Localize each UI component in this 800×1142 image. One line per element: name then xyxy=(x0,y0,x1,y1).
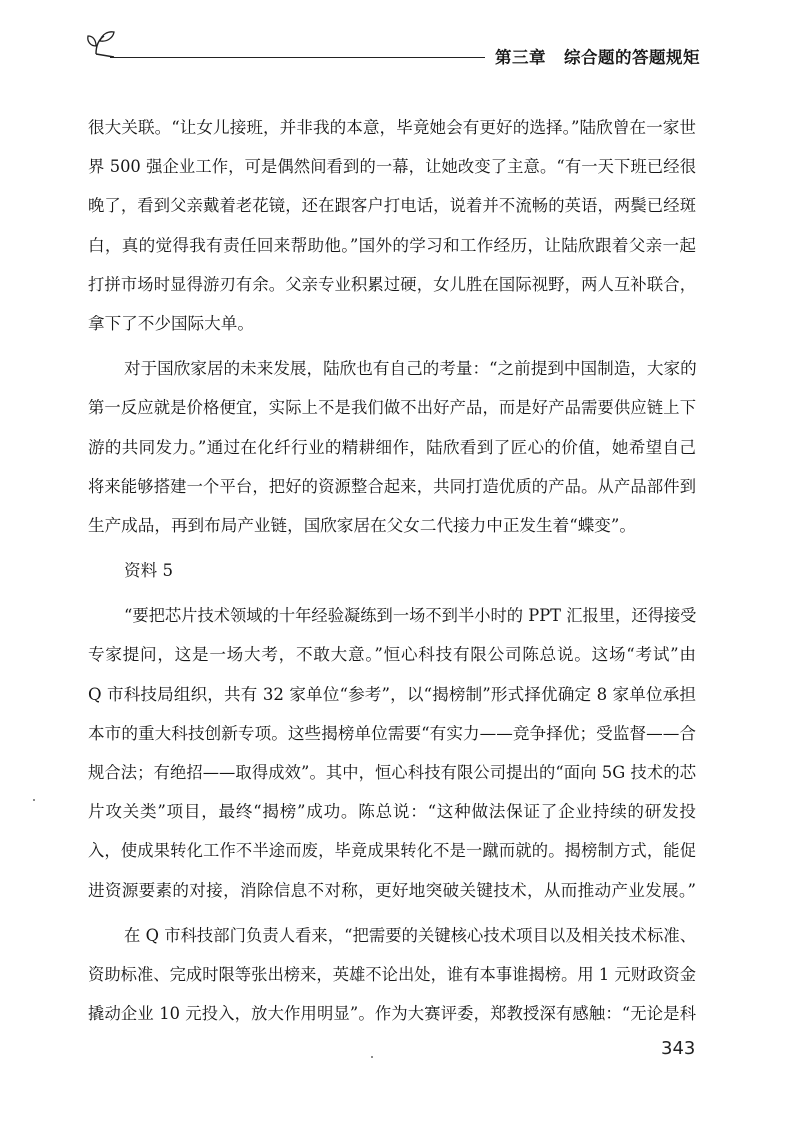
paragraph xyxy=(88,596,696,910)
header-rule xyxy=(110,57,485,58)
page-number: 343 xyxy=(661,1038,696,1059)
text-line: 规合法；有绝招——取得成效”。其中，恒心科技有限公司提出的“面向 5G 技术的芯 xyxy=(88,763,696,782)
text-line: 对于国欣家居的未来发展，陆欣也有自己的考量：“之前提到中国制造，大家的 xyxy=(124,359,697,379)
text-line: 在 Q 市科技部门负责人看来，“把需要的关键核心技术项目以及相关技术标准、 xyxy=(124,925,696,945)
sprout-leaf-icon xyxy=(86,28,120,58)
text-line: 入，使成果转化工作不半途而废，毕竟成果转化不是一蹴而就的。揭榜制方式，能促 xyxy=(88,841,696,861)
text-line: 本市的重大科技创新专项。这些揭榜单位需要“有实力——竞争择优；受监督——合 xyxy=(88,723,696,743)
text-line: 很大关联。“让女儿接班，并非我的本意，毕竟她会有更好的选择。”陆欣曾在一家世 xyxy=(88,118,696,137)
text-line: 白，真的觉得我有责任回来帮助他。”国外的学习和工作经历，让陆欣跟着父亲一起 xyxy=(88,235,696,255)
chapter-number: 第三章 xyxy=(495,48,546,67)
paragraph xyxy=(88,916,696,1034)
text-line: 界 500 强企业工作，可是偶然间看到的一幕，让她改变了主意。“有一天下班已经很 xyxy=(88,157,696,177)
scan-speck xyxy=(33,799,35,801)
text-line: 资料 5 xyxy=(124,561,174,581)
text-line: 撬动企业 10 元投入，放大作用明显”。作为大赛评委，郑教授深有感触：“无论是科 xyxy=(88,1004,696,1024)
text-line: 游的共同发力。”通过在化纤行业的精耕细作，陆欣看到了匠心的价值，她希望自己 xyxy=(88,437,696,457)
text-line: 专家提问，这是一场大考，不敢大意。”恒心科技有限公司陈总说。这场“考试”由 xyxy=(88,645,696,665)
text-line: 进资源要素的对接，消除信息不对称，更好地突破关键技术，从而推动产业发展。” xyxy=(88,880,696,900)
chapter-heading xyxy=(495,44,700,68)
text-line: 第一反应就是价格便宜，实际上不是我们做不出好产品，而是好产品需要供应链上下 xyxy=(88,398,696,418)
text-line: 晚了，看到父亲戴着老花镜，还在跟客户打电话，说着并不流畅的英语，两鬓已经斑 xyxy=(88,196,696,216)
paragraph xyxy=(88,349,696,545)
paragraph xyxy=(88,108,696,343)
scan-speck xyxy=(371,1056,373,1058)
text-line: 打拼市场时显得游刃有余。父亲专业积累过硬，女儿胜在国际视野，两人互补联合， xyxy=(88,274,696,294)
text-line: 片攻关类”项目，最终“揭榜”成功。陈总说：“这种做法保证了企业持续的研发投 xyxy=(88,802,696,822)
text-line: “要把芯片技术领域的十年经验凝练到一场不到半小时的 PPT 汇报里，还得接受 xyxy=(124,606,697,626)
text-line: 生产成品，再到布局产业链，国欣家居在父女二代接力中正发生着“蝶变”。 xyxy=(88,515,636,535)
page-header xyxy=(0,0,800,80)
body-text xyxy=(88,108,696,1033)
text-line: 将来能够搭建一个平台，把好的资源整合起来，共同打造优质的产品。从产品部件到 xyxy=(88,476,696,496)
chapter-title: 综合题的答题规矩 xyxy=(564,48,700,67)
text-line: 资助标准、完成时限等张出榜来，英雄不论出处，谁有本事谁揭榜。用 1 元财政资金 xyxy=(88,964,696,984)
text-line: 拿下了不少国际大单。 xyxy=(88,313,254,333)
section-label xyxy=(88,551,696,590)
text-line: Q 市科技局组织，共有 32 家单位“参考”，以“揭榜制”形式择优确定 8 家单位承担 xyxy=(88,684,696,704)
